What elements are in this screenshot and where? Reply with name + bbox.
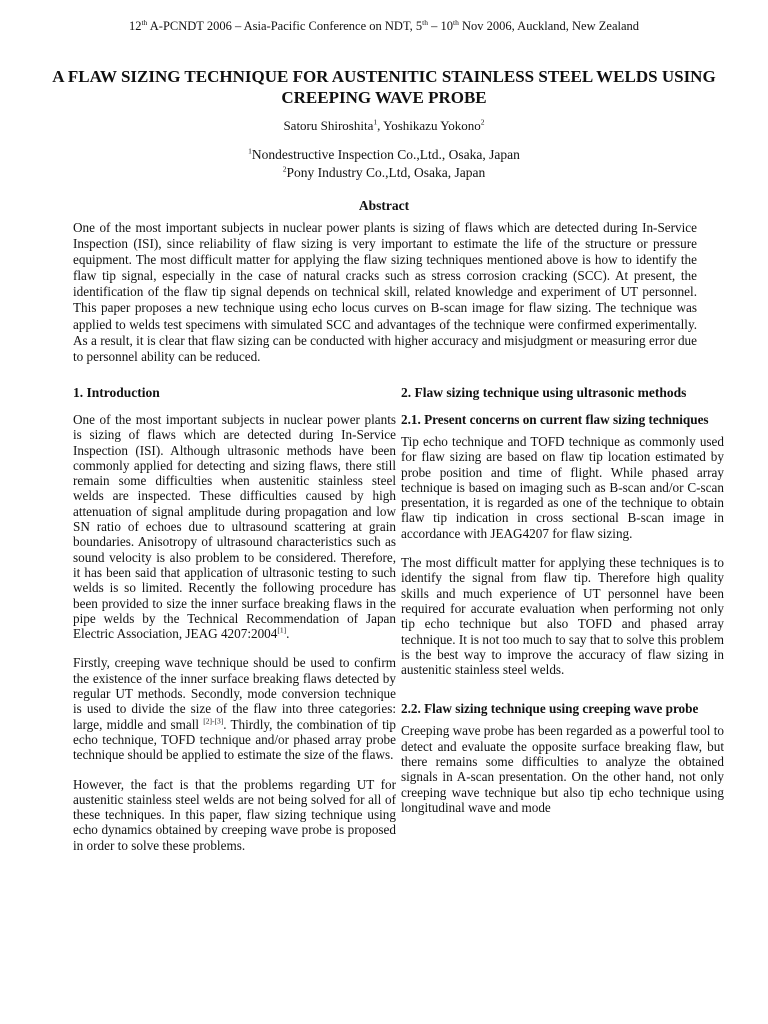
abstract-heading: Abstract [358, 198, 410, 213]
left-column [73, 384, 396, 867]
header-text: 12 [128, 19, 142, 33]
paper-title: A FLAW SIZING TECHNIQUE FOR AUSTENITIC STAINLESS STEEL WELDS USING CREEPING WAVE PROBE [52, 67, 716, 107]
citation-ref: [1] [277, 625, 287, 635]
affiliation-line [0, 164, 768, 182]
affiliation-number: 2 [282, 164, 287, 174]
body-paragraph: Tip echo technique and TOFD technique as commonly used for flaw sizing are based on flaw tip location estimated by probe position and time of flight. While phased array technique is based on imaging such as B-scan and/or C-scan presentation, it is regarded as one of the technique to obtain flaw tip indication in cross sectional B-scan image in accordance with JEAG4207 for flaw sizing. [401, 434, 724, 541]
affiliation-text: Pony Industry Co.,Ltd, Osaka, Japan [286, 165, 486, 180]
section-heading-flaw-sizing: 2. Flaw sizing technique using ultrasonic methods [401, 385, 687, 400]
conference-header [0, 16, 768, 36]
affiliations [0, 146, 768, 182]
affiliation-number: 1 [248, 146, 252, 156]
header-text: – 10 [428, 19, 453, 33]
paragraph-text: Firstly, creeping wave technique should be used to confirm the existence of the inner surface breaking flaws detected by regular UT methods. Secondly, mode conversion technique is used to divide the size of the flaw into three categories: large, middle and small [73, 655, 396, 732]
body-paragraph: Creeping wave probe has been regarded as a powerful tool to detect and evaluate the opposite surface breaking flaw, but there remains some difficulties to analyze the obtained signals in A-scan presentation. On the other hand, not only creeping wave technique but also tip echo technique using longitudinal wave and mode [401, 723, 724, 815]
paragraph-text: One of the most important subjects in nuclear power plants is sizing of flaws which are detected during In-Service Inspection (ISI). Although ultrasonic methods have been commonly applied for detecting and sizing flaws, there still remain some difficulties when austenitic stainless steel welds are inspected. These difficulties caused by high attenuation of signal amplitude during propagation and low SN ratio of echoes due to ultrasound scattering at grain boundaries. Anisotropy of ultrasound characteristics such as sound velocity is also problem to be considered. Therefore, it has been said that application of ultrasonic testing to such welds is so limited. Recently the following procedure has been provided to size the inner surface breaking flaws in the pipe welds by the Technical Recommendation of Japan Electric Association, JEAG 4207:2004 [73, 412, 396, 642]
header-text: Nov 2006, Auckland, New Zealand [458, 19, 640, 33]
author-list [0, 117, 768, 135]
header-sup: th [453, 17, 459, 27]
body-paragraph [73, 655, 396, 762]
subsection-heading: 2.2. Flaw sizing technique using creeping wave probe [401, 701, 699, 717]
header-sup: th [141, 17, 148, 27]
author-separator: , [377, 118, 384, 133]
subsection-heading: 2.1. Present concerns on current flaw sizing techniques [401, 412, 709, 427]
author-name: Satoru Shiroshita [283, 118, 374, 133]
affiliation-line [0, 146, 768, 164]
section-heading-introduction: 1. Introduction [73, 385, 160, 400]
body-paragraph: The most difficult matter for applying these techniques is to identify the signal from flaw tip. Therefore high quality skills and much experience of UT personnel have been required for accurate evaluation when performing not only tip echo technique but also TOFD and phased array technique. It is not too much to say that to solve this problem is the best way to improve the accuracy of flaw sizing in austenitic stainless steel welds. [401, 555, 724, 678]
author-affil-mark: 2 [480, 117, 485, 127]
body-paragraph: However, the fact is that the problems regarding UT for austenitic stainless steel welds are not being solved for all of these techniques. In this paper, flaw sizing technique using echo dynamics obtained by creeping wave probe is proposed in order to solve these problems. [73, 776, 396, 853]
abstract-body: One of the most important subjects in nuclear power plants is sizing of flaws which are detected during In-Service Inspection (ISI), since reliability of flaw sizing is very important to estimate the life of the structure or pressure equipment. The most difficult matter for applying the flaw sizing techniques mentioned above is how to identify the flaw tip signal, especially in the case of natural cracks such as stress corrosion cracking (SCC). At present, the identification of the flaw tip signal depends on technical skill, related knowledge and experiment of UT personnel. This paper proposes a new technique using echo locus curves on B-scan image for flaw sizing. The technique was applied to welds test specimens with simulated SCC and advantages of the technique were confirmed experimentally. As a result, it is clear that flaw sizing can be conducted with higher accuracy and misjudgment or measuring error due to personnel ability can be reduced. [73, 220, 697, 364]
affiliation-text: Nondestructive Inspection Co.,Ltd., Osaka, Japan [251, 147, 520, 162]
author-name: Yoshikazu Yokono [383, 118, 481, 133]
right-column [401, 384, 724, 829]
header-text: A-PCNDT 2006 – Asia-Pacific Conference on NDT, 5 [147, 19, 423, 33]
header-sup: th [422, 17, 428, 27]
paragraph-text: . [286, 626, 290, 642]
author-affil-mark: 1 [373, 117, 378, 127]
paragraph-text: . Thirdly, the combination of tip echo technique, TOFD technique and/or phased array probe technique should be applied to estimate the size of the flaws. [73, 716, 396, 763]
body-paragraph [73, 412, 396, 641]
citation-ref: [2]-[3] [203, 716, 224, 726]
